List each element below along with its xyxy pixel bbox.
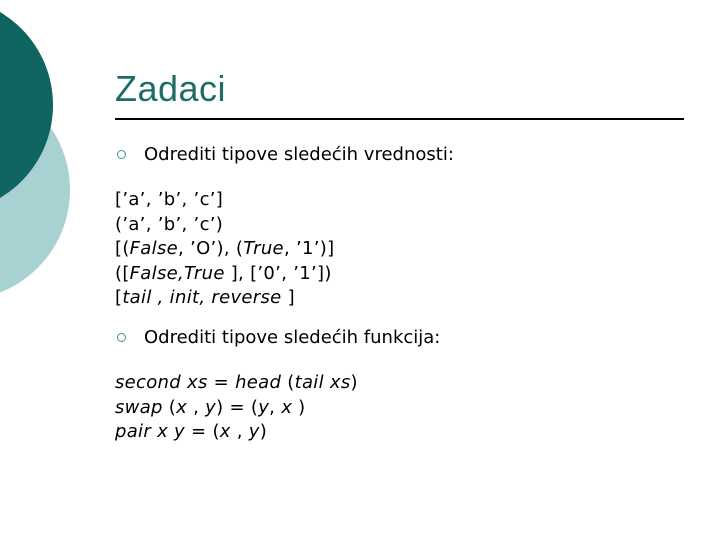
text-segment: ) = ( [216,396,259,418]
bullet-text: Odrediti tipove sledećih funkcija: [144,327,441,348]
hollow-circle-bullet-icon [117,150,126,159]
bullet-functions [115,327,440,348]
text-segment: ([ [115,262,130,284]
text-segment: [ [115,287,123,308]
value-expression-line [115,188,334,213]
bullet-values [115,144,454,165]
text-segment: False [129,238,178,259]
slide-title: Zadaci [115,68,227,109]
text-segment: ( [162,396,177,418]
text-segment: ] [281,287,295,308]
text-segment: y [248,421,260,442]
text-segment: x [219,421,231,442]
text-segment: x [176,396,188,418]
text-segment: [( [115,238,130,259]
text-segment: y [205,396,217,418]
text-segment: [’a’, ’b’, ’c’] [115,189,224,210]
text-segment: ) [292,396,306,418]
text-segment: ) [350,372,358,393]
values-list [115,188,334,311]
text-segment: tail , init, reverse [122,287,282,308]
function-definition-line [115,420,358,445]
title-divider [115,118,684,120]
text-segment: (’a’, ’b’, ’c’) [115,213,224,235]
functions-list [115,371,358,445]
text-segment: swap [115,396,163,418]
text-segment: y [258,396,270,418]
text-segment: , ’1’)] [283,238,335,259]
text-segment: second xs [115,372,208,393]
hollow-circle-bullet-icon [117,333,126,342]
text-segment: , ’O’), ( [178,238,244,259]
decorative-circles [0,0,90,300]
text-segment: ], [’0’, ’1’]) [224,262,332,284]
text-segment: ( [281,372,295,393]
function-definition-line [115,396,358,421]
text-segment: , [187,396,206,418]
text-segment: head [235,372,282,393]
text-segment: , [269,396,282,418]
bullet-text: Odrediti tipove sledećih vrednosti: [144,144,454,165]
text-segment: pair x y [115,421,186,442]
value-expression-line [115,237,334,262]
text-segment: = ( [185,421,220,442]
text-segment: False,True [129,262,225,284]
text-segment: , [230,421,249,442]
text-segment: True [243,238,284,259]
text-segment: tail xs [294,372,351,393]
value-expression-line [115,213,334,238]
value-expression-line [115,262,334,287]
value-expression-line [115,286,334,311]
text-segment: ) [259,421,268,442]
text-segment: x [281,396,293,418]
text-segment: = [207,372,236,393]
function-definition-line [115,371,358,396]
